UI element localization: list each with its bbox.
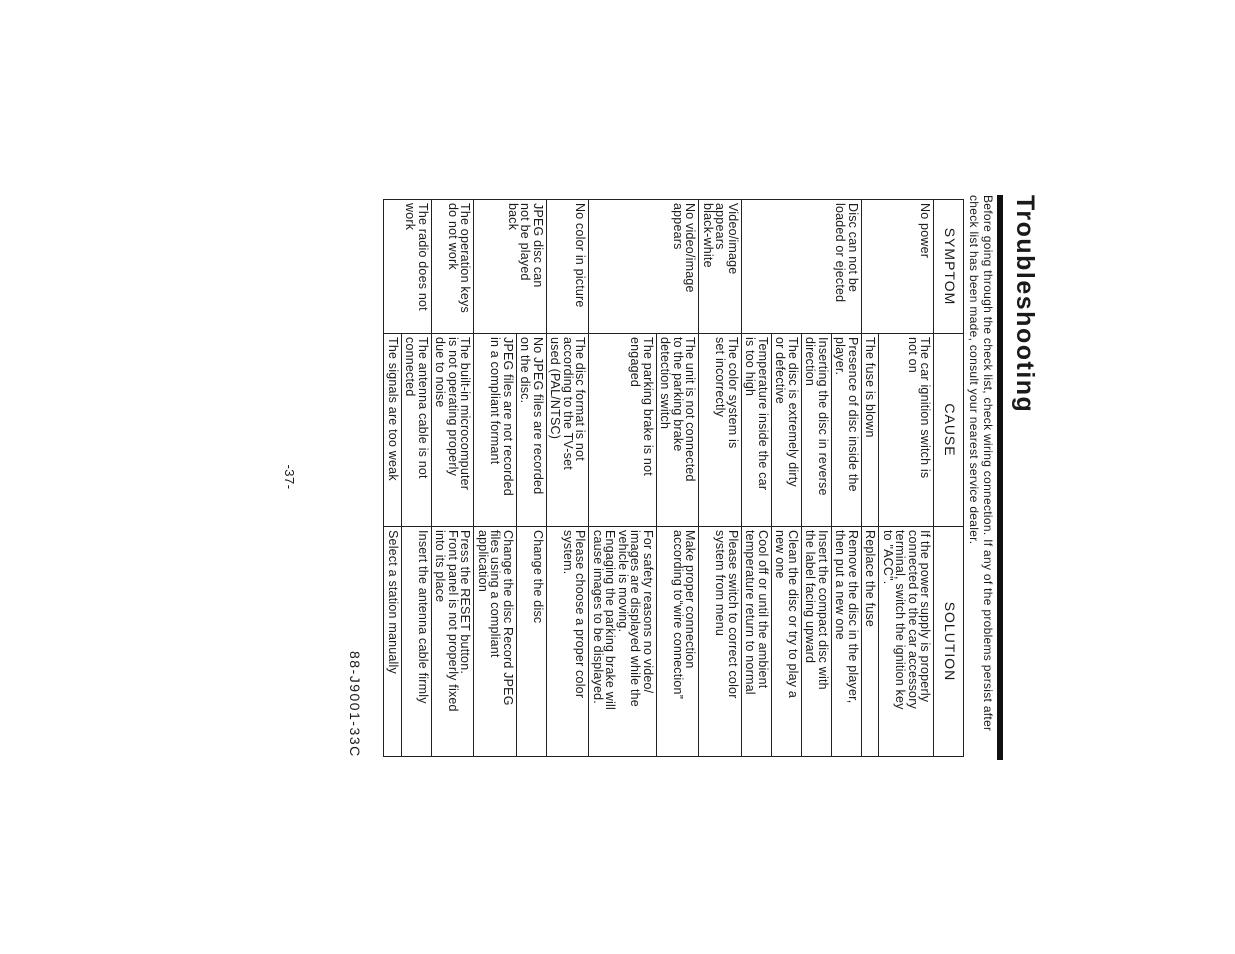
- cause-cell: The disc is extremely dirty or defective: [772, 334, 802, 527]
- title-underline: [997, 195, 1003, 760]
- document-code: 88-J9001-33C: [347, 651, 363, 758]
- solution-header: SOLUTION: [934, 527, 964, 757]
- cause-cell: The disc format is not according to the TV-set used (PAL/NTSC): [547, 334, 590, 527]
- table-row: [699, 200, 742, 757]
- table-row: [832, 200, 862, 757]
- cause-cell: JPEG files are not recorded in a compliant formant: [474, 334, 517, 527]
- solution-cell: Press the RESET button. Front panel is not properly fixed into its place: [432, 527, 475, 757]
- cause-cell: Inserting the disc in reverse direction: [802, 334, 832, 527]
- solution-cell: Please choose a proper color system.: [547, 527, 590, 757]
- symptom-cell: Video/image appears black-white: [699, 200, 742, 334]
- solution-cell: Select a station manually: [384, 527, 402, 757]
- solution-cell: Remove the disc in the player, then put a new one: [832, 527, 862, 757]
- table-row: [517, 200, 547, 757]
- solution-cell: Insert the antenna cable firmly: [402, 527, 432, 757]
- solution-cell: If the power supply is properly connected to the car accessory terminal, switch the ignition key to "ACC".: [879, 527, 934, 757]
- table-row: [402, 200, 432, 757]
- solution-cell: For safety reasons no video/ images are displayed while the vehicle is moving. Engaging the parking brake will cause images to be displayed.: [589, 527, 657, 757]
- cause-header: CAUSE: [934, 334, 964, 527]
- cause-cell: The parking brake is not engaged: [589, 334, 657, 527]
- solution-cell: Replace the fuse: [862, 527, 880, 757]
- cause-cell: The color system is set incorrectly: [699, 334, 742, 527]
- page-number: -37-: [282, 464, 297, 490]
- cause-cell: Temperature inside the car is too high: [742, 334, 772, 527]
- symptom-cell: Disc can not be loaded or ejected: [742, 200, 862, 334]
- table-row: [879, 200, 934, 757]
- cause-cell: The unit is not connected to the parking brake detection switch: [657, 334, 700, 527]
- solution-cell: Clean the disc or try to play a new one: [772, 527, 802, 757]
- symptom-cell: No power: [862, 200, 935, 334]
- manual-page: [180, 0, 1060, 954]
- symptom-cell: No video/image appears: [589, 200, 699, 334]
- solution-cell: Please switch to correct color system from menu: [699, 527, 742, 757]
- symptom-cell: JPEG disc can not be played back: [474, 200, 547, 334]
- cause-cell: The fuse is blown: [862, 334, 880, 527]
- solution-cell: Make proper connection according to“wire connection”: [657, 527, 700, 757]
- cause-cell: The built-in microcomputer is not operating properly due to noise: [432, 334, 475, 527]
- table-header-row: [934, 200, 964, 757]
- table-row: [657, 200, 700, 757]
- table-row: [547, 200, 590, 757]
- cause-cell: The signals are too weak: [384, 334, 402, 527]
- solution-cell: Cool off or until the ambient temperature return to normal: [742, 527, 772, 757]
- troubleshooting-table: [384, 199, 965, 757]
- solution-cell: Change the disc Record JPEG files using a compliant application: [474, 527, 517, 757]
- intro-text: Before going through the check list, check wiring connection. If any of the problems persist after check list has been made, consult your nearest service dealer.: [967, 195, 995, 732]
- cause-cell: Presence of disc inside the player.: [832, 334, 862, 527]
- solution-cell: Insert the compact disc with the label facing upward: [802, 527, 832, 757]
- symptom-cell: No color in picture: [547, 200, 590, 334]
- table-row: [432, 200, 475, 757]
- symptom-cell: The radio does not work: [384, 200, 432, 334]
- solution-cell: Change the disc: [517, 527, 547, 757]
- cause-cell: The antenna cable is not connected: [402, 334, 432, 527]
- page-title: Troubleshooting: [1011, 195, 1039, 414]
- symptom-cell: The operation keys do not work: [432, 200, 475, 334]
- cause-cell: No JPEG files are recorded on the disc.: [517, 334, 547, 527]
- symptom-header: SYMPTOM: [934, 200, 964, 334]
- cause-cell: The car ignition switch is not on: [879, 334, 934, 527]
